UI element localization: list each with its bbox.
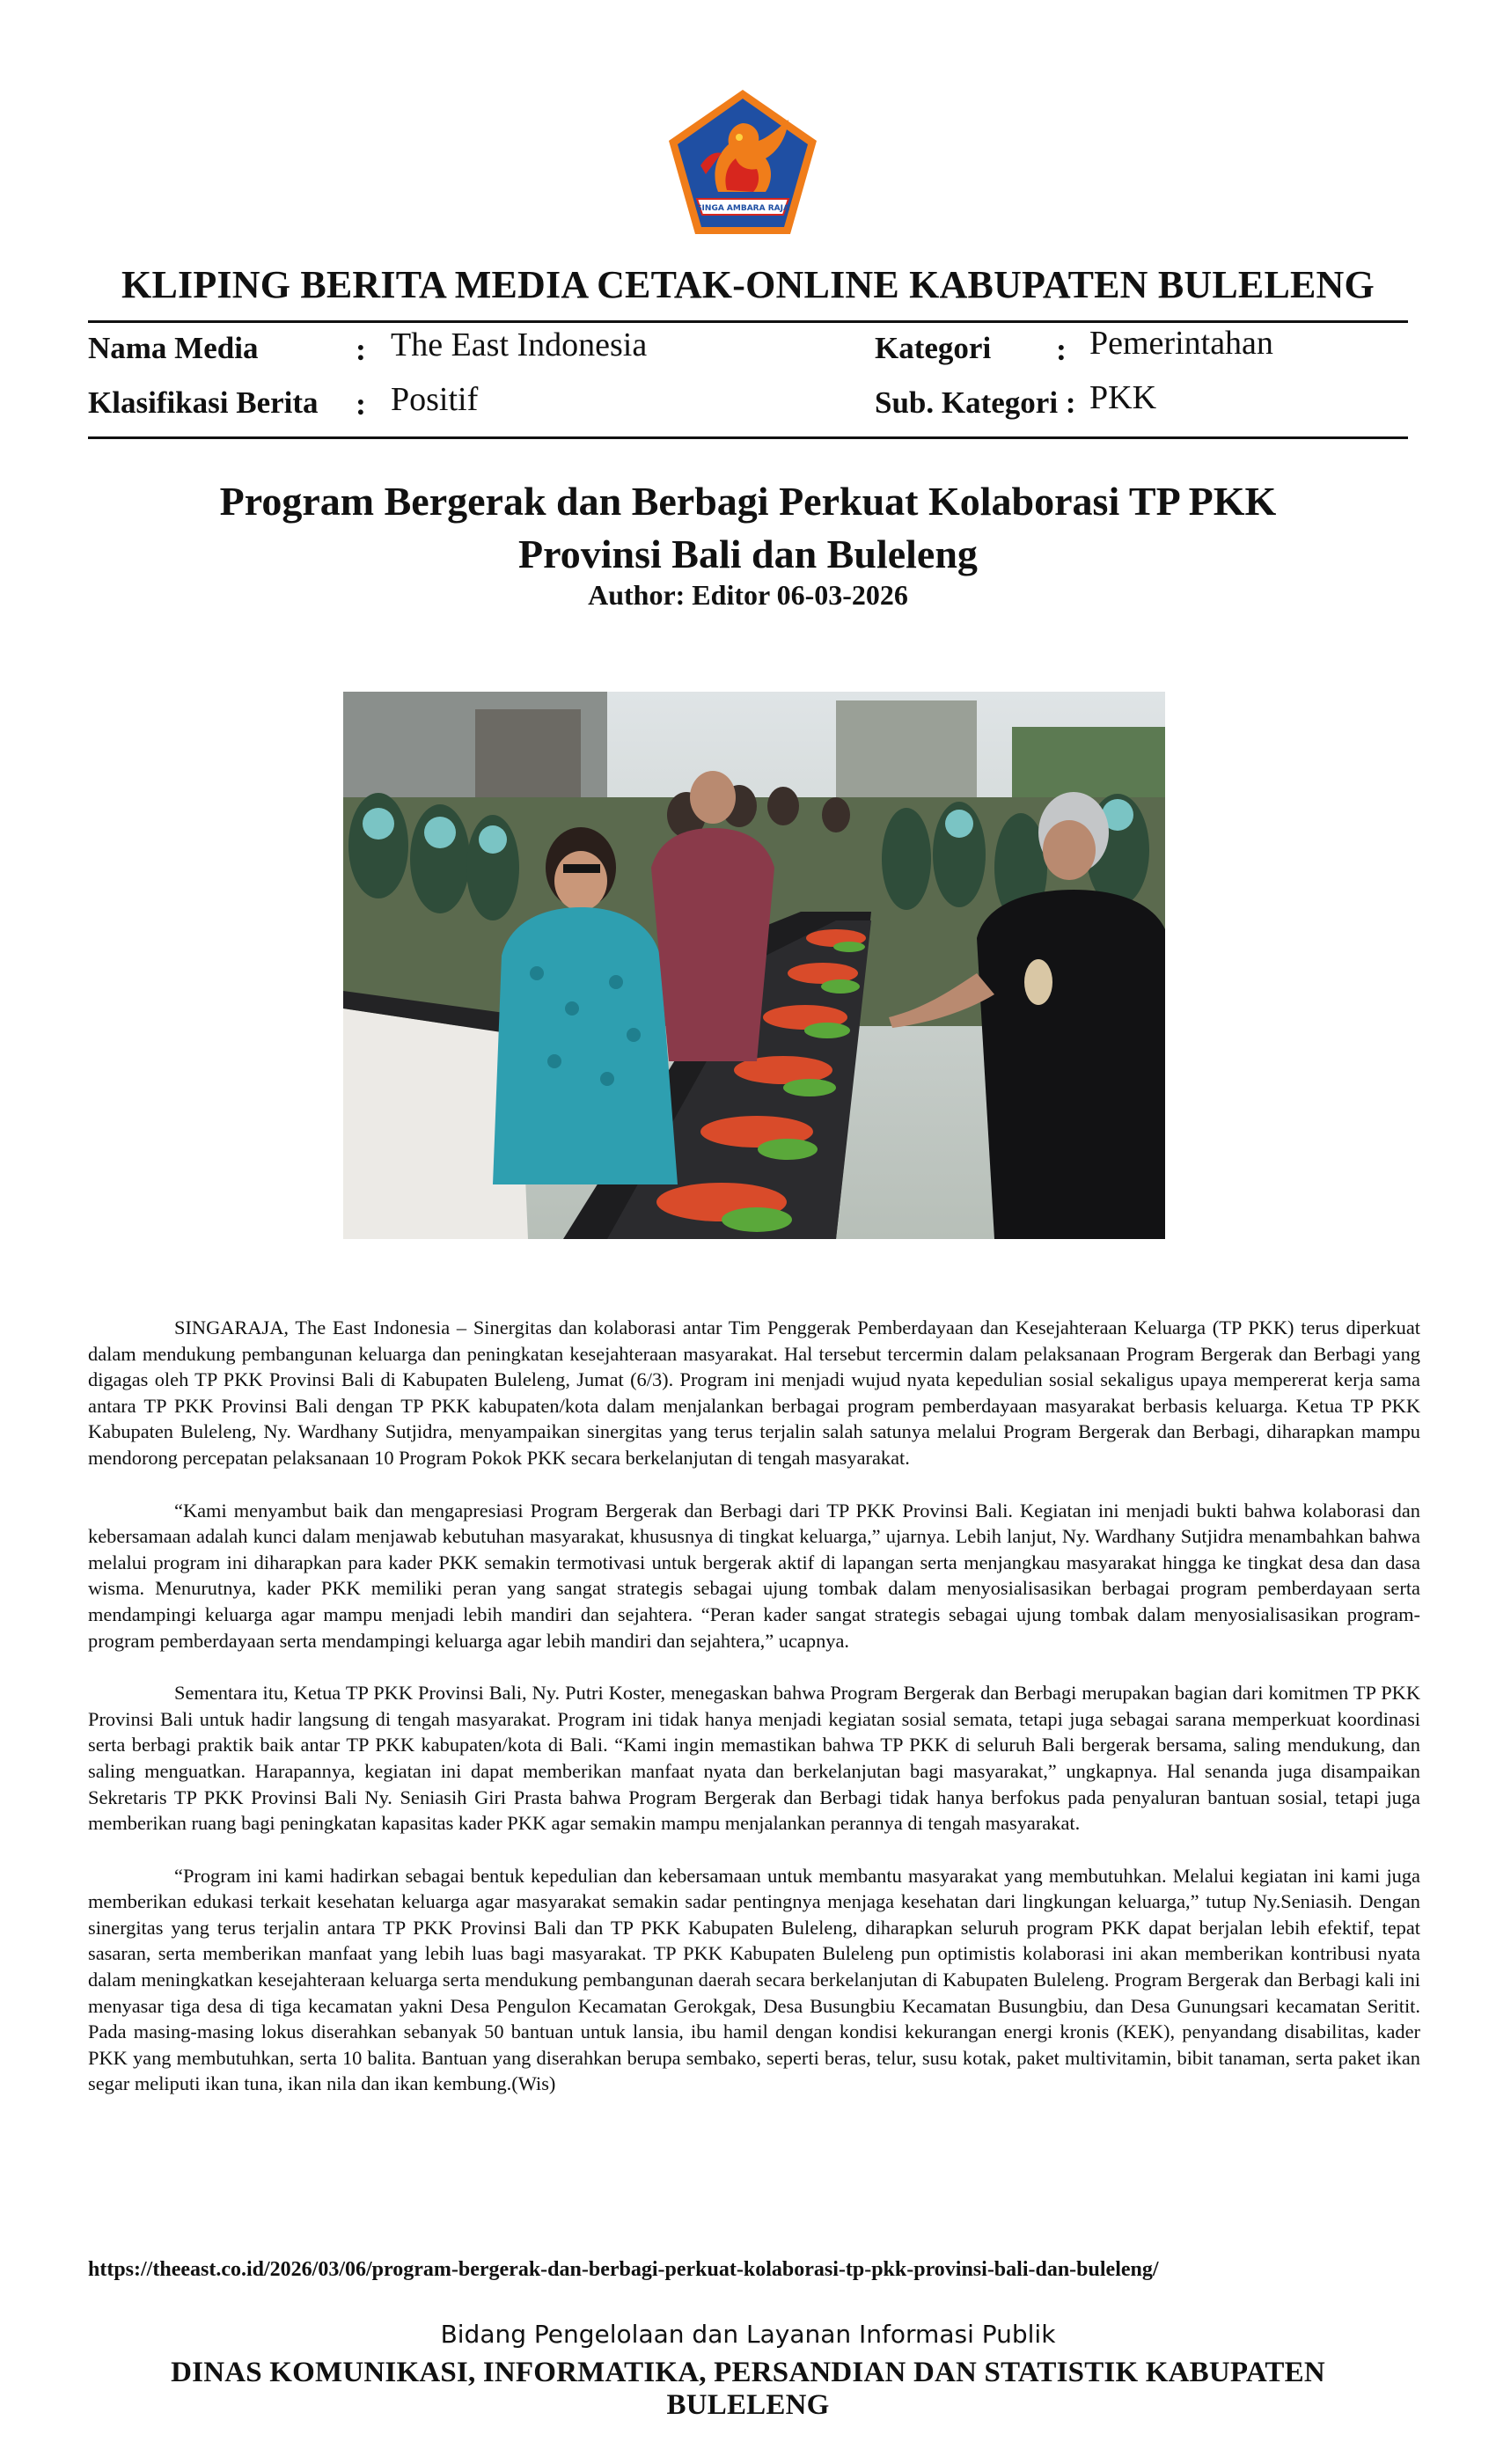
footer-agency: DINAS KOMUNIKASI, INFORMATIKA, PERSANDIAN DAN STATISTIK KABUPATEN BULELENG	[171, 2357, 1325, 2421]
headline-line-1: Program Bergerak dan Berbagi Perkuat Kolaborasi TP PKK	[219, 479, 1277, 524]
article-author: Author: Editor 06-03-2026	[588, 579, 908, 611]
article-paragraph-3: Sementara itu, Ketua TP PKK Provinsi Bali, Ny. Putri Koster, menegaskan bahwa Program Bergerak dan Berbagi merupakan bagian dari komitmen TP PKK Provinsi Bali untuk hadir langsung di tengah masyarakat. Program ini tidak hanya menjadi kegiatan sosial semata, tetapi juga sebagai sarana memperkuat koordinasi serta berbagi praktik baik antar TP PKK kabupaten/kota di Bali. “Kami ingin memastikan bahwa TP PKK di seluruh Bali bergerak bersama, saling mendukung, dan saling menguatkan. Harapannya, kegiatan ini dapat memberikan manfaat nyata dan berkelanjutan bagi masyarakat,” ungkapnya. Hal senanda juga disampaikan Sekretaris TP PKK Provinsi Bali Ny. Seniasih Giri Prasta bahwa Program Bergerak dan Berbagi tidak hanya berfokus pada penyaluran bantuan sosial, tetapi juga memberikan ruang bagi peningkatan kapasitas kader PKK agar semakin mampu menjalankan perannya di tengah masyarakat.	[88, 1682, 1420, 1835]
kategori-value: Pemerintahan	[1089, 325, 1273, 362]
buleleng-regency-logo	[665, 86, 820, 238]
article-photo	[343, 692, 1165, 1239]
nama-media-label: Nama Media	[88, 331, 259, 365]
headline-line-2: Provinsi Bali dan Buleleng	[518, 532, 978, 576]
article-paragraph-4: “Program ini kami hadirkan sebagai bentuk kepedulian dan kebersamaan untuk membantu masyarakat yang membutuhkan. Melalui kegiatan ini kami juga memberikan edukasi terkait kesehatan keluarga agar masyarakat semakin sadar pentingnya menjaga kesehatan dari lingkungan keluarga,” tutup Ny.Seniasih. Dengan sinergitas yang terus terjalin antara TP PKK Provinsi Bali dan TP PKK Kabupaten Buleleng, diharapkan seluruh program PKK dapat berjalan lebih efektif, tepat sasaran, serta memberikan manfaat yang lebih luas bagi masyarakat. TP PKK Kabupaten Buleleng pun optimistis kolaborasi ini akan memberikan kontribusi nyata dalam meningkatkan kesejahteraan keluarga serta mendukung pembangunan daerah secara berkelanjutan di Kabupaten Buleleng. Program Bergerak dan Berbagi kali ini menyasar tiga desa di tiga kecamatan yakni Desa Pengulon Kecamatan Gerokgak, Desa Busungbiu Kecamatan Busungbiu, dan Desa Gunungsari kecamatan Seritit. Pada masing-masing lokus diserahkan sebanyak 50 bantuan untuk lansia, ibu hamil dengan kondisi kekurangan energi kronis (KEK), penyandang disabilitas, kader PKK yang membutuhkan, serta 10 balita. Bantuan yang diserahkan berupa sembako, seperti beras, telur, susu kotak, paket multivitamin, bibit tanaman, serta paket ikan segar meliputi ikan tuna, ikan nila dan ikan kembung.(Wis)	[88, 1864, 1420, 2095]
nama-media-value: The East Indonesia	[391, 326, 648, 363]
klasifikasi-label: Klasifikasi Berita	[88, 385, 319, 420]
lion-crest-icon	[665, 86, 820, 238]
header-divider-top	[88, 320, 1408, 323]
sub-kategori-value: PKK	[1089, 379, 1157, 416]
kategori-colon: :	[1056, 332, 1067, 367]
klasifikasi-colon: :	[356, 386, 366, 422]
article-paragraph-1: SINGARAJA, The East Indonesia – Sinergitas dan kolaborasi antar Tim Penggerak Pemberdayaan dan Kesejahteraan Keluarga (TP PKK) terus diperkuat dalam mendukung pembangunan keluarga dan peningkatan kesejahteraan masyarakat. Hal tersebut tercermin dalam pelaksanaan Program Bergerak dan Berbagi yang digagas oleh TP PKK Provinsi Bali di Kabupaten Buleleng, Jumat (6/3). Program ini menjadi wujud nyata kepedulian sosial sekaligus upaya mempererat kerja sama antara TP PKK Provinsi Bali dengan TP PKK kabupaten/kota dalam menjalankan berbagai program pemberdayaan masyarakat berbasis keluarga. Ketua TP PKK Kabupaten Buleleng, Ny. Wardhany Sutjidra, menyampaikan sinergitas yang terus terjalin salah satunya melalui Program Bergerak dan Berbagi, diharapkan mampu mendorong percepatan pelaksanaan 10 Program Pokok PKK secara berkelanjutan di tengah masyarakat.	[88, 1316, 1420, 1469]
kategori-label: Kategori	[875, 331, 992, 365]
source-link[interactable]: https://theeast.co.id/2026/03/06/program-bergerak-dan-berbagi-perkuat-kolaborasi-tp-pkk-provinsi-bali-dan-buleleng/	[88, 2258, 1159, 2281]
footer-division: Bidang Pengelolaan dan Layanan Informasi Publik	[440, 2320, 1056, 2349]
article-paragraph-2: “Kami menyambut baik dan mengapresiasi Program Bergerak dan Berbagi dari TP PKK Provinsi Bali. Kegiatan ini menjadi bukti bahwa kolaborasi dan kebersamaan adalah kunci dalam menjawab kebutuhan masyarakat, khususnya di tingkat keluarga,” ujarnya. Lebih lanjut, Ny. Wardhany Sutjidra menambahkan bahwa melalui program ini diharapkan para kader PKK semakin termotivasi untuk bergerak aktif di lapangan serta menjangkau masyarakat hingga ke tingkat desa dan dasa wisma. Menurutnya, kader PKK memiliki peran yang sangat strategis sebagai ujung tombak dalam menyosialisasikan berbagai program pemberdayaan serta mendampingi keluarga agar mampu menjadi lebih mandiri dan sejahtera. “Peran kader sangat strategis sebagai ujung tombak dalam menyosialisasikan program-program pemberdayaan serta mendampingi keluarga agar lebih mandiri dan sejahtera,” ucapnya.	[88, 1499, 1420, 1652]
event-photo-image	[343, 692, 1165, 1239]
sub-kategori-label: Sub. Kategori :	[875, 385, 1076, 420]
nama-media-colon: :	[356, 332, 366, 367]
logo-motto: SINGA AMBARA RAJA	[696, 204, 789, 213]
klasifikasi-value: Positif	[391, 381, 479, 418]
header-divider-bottom	[88, 436, 1408, 439]
article-headline	[88, 475, 1408, 581]
clipping-title: KLIPING BERITA MEDIA CETAK-ONLINE KABUPATEN BULELENG	[121, 263, 1375, 306]
article-body	[88, 1315, 1420, 2123]
